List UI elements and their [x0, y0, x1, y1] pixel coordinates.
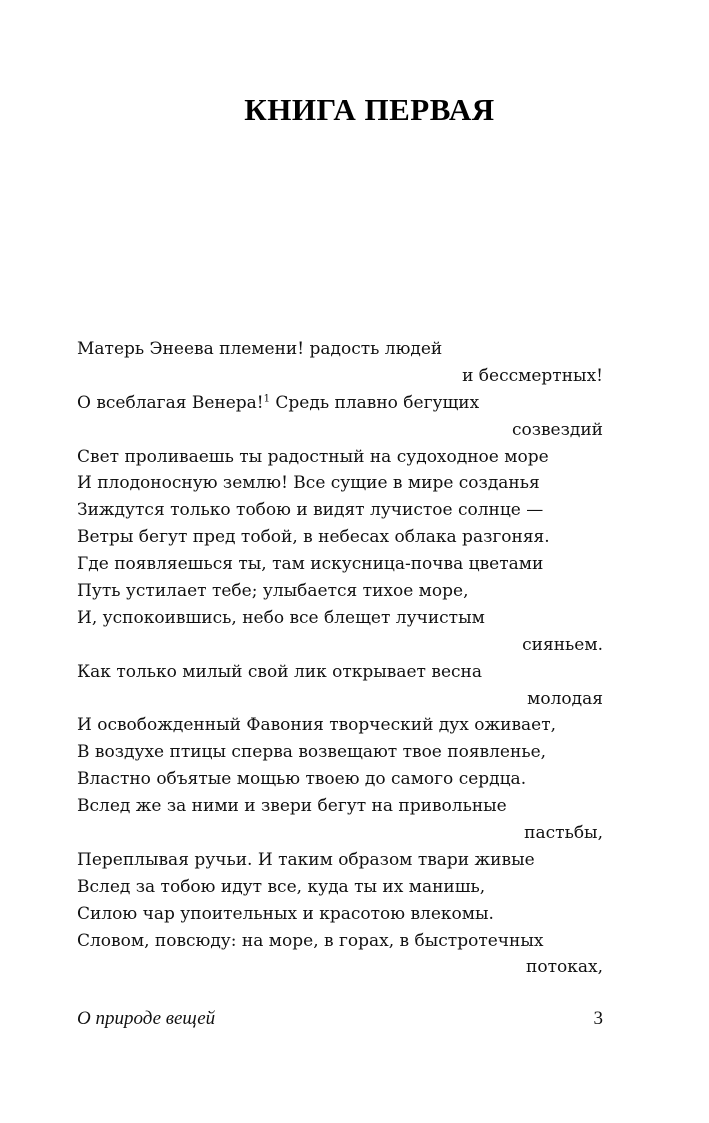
poem-line-text: Словом, повсюду: на море, в горах, в быстротечных — [77, 930, 544, 951]
poem-line — [77, 551, 603, 578]
poem-line-text: пастьбы, — [524, 823, 603, 844]
poem-line — [77, 497, 603, 524]
poem-line-text: Вслед же за ними и звери бегут на привольные — [77, 796, 507, 817]
poem-line-text: И, успокоившись, небо все блещет лучистым — [77, 607, 485, 628]
poem-line-text: Как только милый свой лик открывает весна — [77, 661, 482, 682]
poem-line-continuation — [77, 363, 603, 390]
poem-line — [77, 901, 603, 928]
poem-line-text: Где появляешься ты, там искусница-почва цветами — [77, 554, 544, 575]
poem-line — [77, 874, 603, 901]
poem-line — [77, 739, 603, 766]
poem-line-continuation — [77, 632, 603, 659]
poem-line-text: О всеблагая Венера! — [77, 392, 264, 413]
poem-line-text: Переплывая ручьи. И таким образом твари живые — [77, 849, 535, 870]
footnote-marker[interactable]: 1 — [263, 393, 271, 405]
poem-line-continuation — [77, 686, 603, 713]
poem-line — [77, 928, 603, 955]
poem-line-text: и бессмертных! — [462, 365, 603, 386]
poem-line-text: молодая — [527, 688, 603, 709]
page-footer — [77, 1008, 603, 1030]
poem-line — [77, 847, 603, 874]
poem-line — [77, 659, 603, 686]
chapter-title: КНИГА ПЕРВАЯ — [244, 92, 495, 127]
poem-line-text: Властно объятые мощью твоею до самого сердца. — [77, 769, 527, 790]
poem-line-text: И плодоносную землю! Все сущие в мире созданья — [77, 473, 540, 494]
poem-line — [77, 390, 603, 417]
poem-line-continuation — [77, 417, 603, 444]
poem-line-text: Ветры бегут пред тобой, в небесах облака разгоняя. — [77, 527, 550, 548]
poem-line-text: И освобожденный Фавония творческий дух оживает, — [77, 715, 557, 736]
poem-line — [77, 766, 603, 793]
poem-line — [77, 793, 603, 820]
page-number: 3 — [593, 1008, 603, 1029]
poem-line — [77, 712, 603, 739]
poem-line-continuation — [77, 954, 603, 981]
poem-line-text: Путь устилает тебе; улыбается тихое море, — [77, 581, 469, 602]
poem-line-text: Силою чар упоительных и красотою влекомы. — [77, 903, 494, 924]
poem-line-continuation — [77, 820, 603, 847]
poem-line — [77, 336, 603, 363]
poem-line-text: Зиждутся только тобою и видят лучистое солнце — — [77, 500, 544, 521]
poem-line-text: Свет проливаешь ты радостный на судоходное море — [77, 446, 549, 467]
poem-line — [77, 605, 603, 632]
poem-text — [77, 336, 603, 981]
poem-line-text: сияньем. — [522, 634, 603, 655]
poem-line — [77, 444, 603, 471]
poem-line-text: Матерь Энеева племени! радость людей — [77, 339, 443, 359]
poem-line-text: Средь плавно бегущих — [270, 392, 480, 413]
poem-line-text: Вслед за тобою идут все, куда ты их манишь, — [77, 876, 486, 897]
poem-line — [77, 578, 603, 605]
running-title: О природе вещей — [77, 1008, 216, 1029]
poem-line-text: созвездий — [511, 419, 603, 440]
poem-line-text: В воздухе птицы сперва возвещают твое появленье, — [77, 742, 547, 763]
poem-line-text: потоках, — [526, 957, 603, 978]
poem-line — [77, 524, 603, 551]
poem-line — [77, 470, 603, 497]
